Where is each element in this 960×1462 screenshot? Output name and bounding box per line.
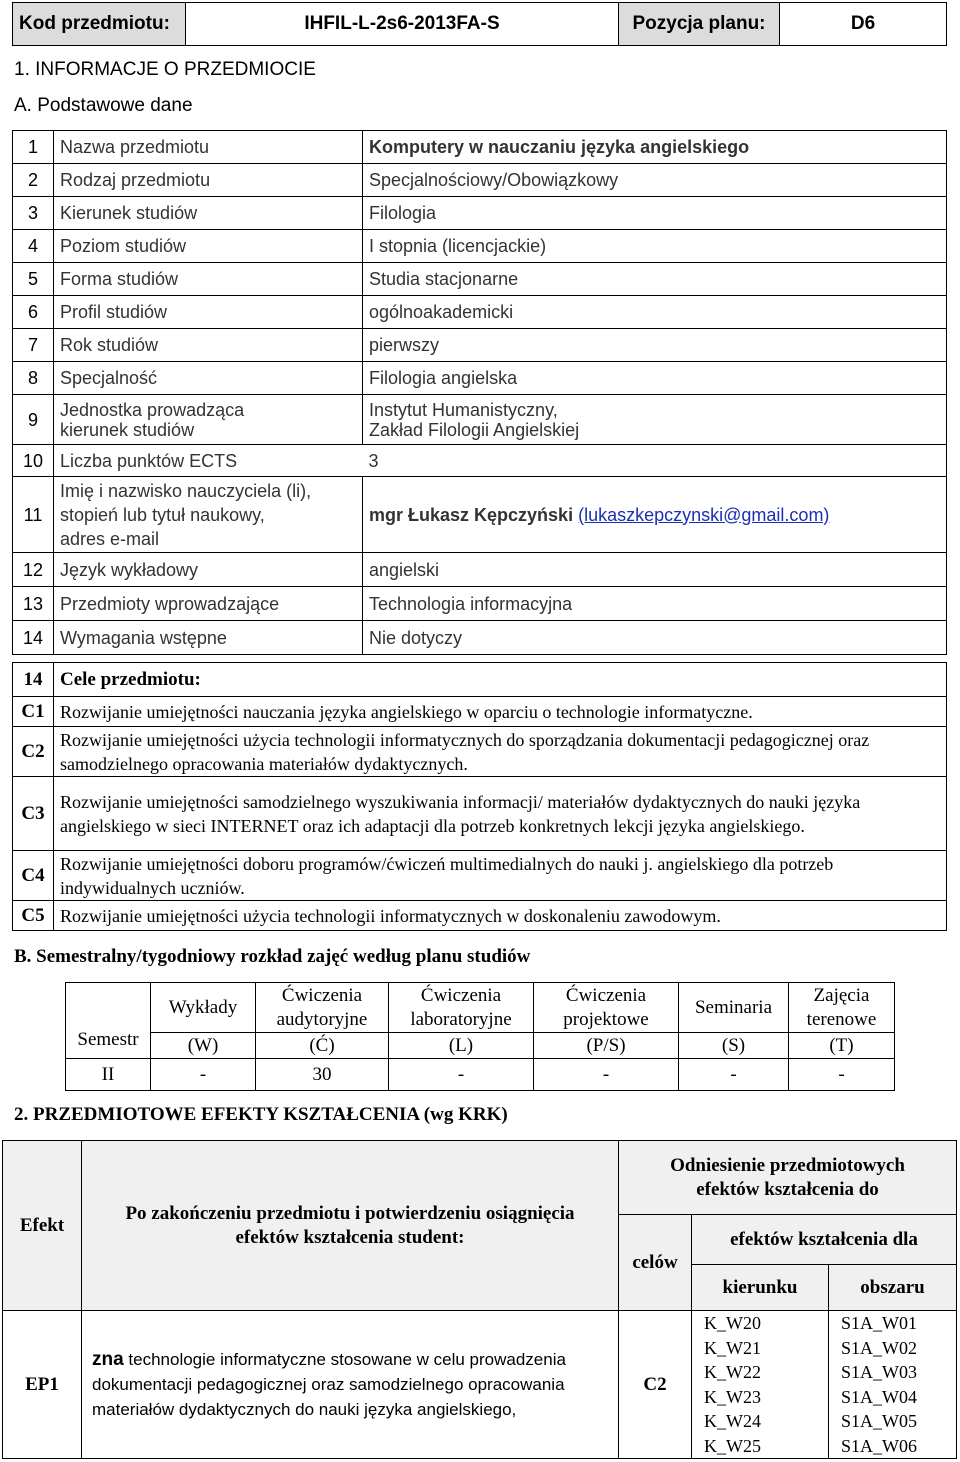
effect-description bbox=[82, 1311, 619, 1459]
reference-header: efektów kształcenia do bbox=[696, 1178, 879, 1200]
table-row bbox=[13, 587, 947, 621]
row-label: Wymagania wstępne bbox=[54, 621, 363, 655]
hours-cell: - bbox=[679, 1059, 789, 1091]
hours-cell: - bbox=[789, 1059, 895, 1091]
field-effect-code: K_W22 bbox=[704, 1362, 761, 1382]
column-code: (P/S) bbox=[534, 1033, 679, 1059]
semester-header: Semestr bbox=[66, 983, 151, 1059]
table-row bbox=[13, 164, 947, 197]
row-value: Specjalnościowy/Obowiązkowy bbox=[363, 164, 947, 197]
field-effect-code: K_W20 bbox=[704, 1313, 761, 1333]
row-value: Filologia bbox=[363, 197, 947, 230]
effect-code: EP1 bbox=[3, 1311, 82, 1459]
row-number: 1 bbox=[13, 131, 54, 164]
field-effect-code: K_W24 bbox=[704, 1411, 761, 1431]
column-code: (T) bbox=[789, 1033, 895, 1059]
row-label: Kierunek studiów bbox=[54, 197, 363, 230]
row-label: Przedmioty wprowadzające bbox=[54, 587, 363, 621]
table-row bbox=[13, 663, 947, 697]
table-row bbox=[66, 1059, 895, 1091]
course-name: Komputery w nauczaniu języka angielskiego bbox=[363, 131, 947, 164]
row-value: Studia stacjonarne bbox=[363, 263, 947, 296]
row-label: kierunek studiów bbox=[60, 419, 195, 440]
teacher-email-link[interactable]: (lukaszkepczynski@gmail.com) bbox=[578, 504, 830, 525]
area-effects-list bbox=[829, 1311, 957, 1459]
row-label: Forma studiów bbox=[54, 263, 363, 296]
row-value: Technologia informacyjna bbox=[363, 587, 947, 621]
row-value: Instytut Humanistyczny, bbox=[369, 399, 558, 420]
basic-data-table bbox=[12, 130, 947, 655]
goal-text: Rozwijanie umiejętności użycia technologii informatycznych w doskonaleniu zawodowym. bbox=[54, 901, 947, 931]
column-header: Wykłady bbox=[168, 996, 238, 1018]
field-header: kierunku bbox=[692, 1265, 829, 1311]
row-label: Rok studiów bbox=[54, 329, 363, 362]
column-header: terenowe bbox=[806, 1008, 877, 1030]
effect-row bbox=[3, 1311, 957, 1459]
row-number: 14 bbox=[13, 663, 54, 697]
table-row bbox=[13, 621, 947, 655]
section-1-title: 1. INFORMACJE O PRZEDMIOCIE bbox=[14, 59, 316, 80]
hours-cell: - bbox=[389, 1059, 534, 1091]
row-value: pierwszy bbox=[363, 329, 947, 362]
hours-cell: 30 bbox=[256, 1059, 389, 1091]
semester-schedule-table bbox=[65, 982, 895, 1091]
goal-text: Rozwijanie umiejętności samodzielnego wyszukiwania informacji/ materiałów dydaktycznych do nauki języka angielskiego w sieci INTERNET oraz ich adaptacji dla potrzeb konkretnych lekcji języka angielskiego. bbox=[54, 777, 947, 851]
area-effect-code: S1A_W04 bbox=[841, 1386, 917, 1407]
row-label: Jednostka prowadząca bbox=[60, 399, 245, 420]
row-number: 6 bbox=[13, 296, 54, 329]
column-header: Seminaria bbox=[694, 996, 773, 1018]
learning-effects-table bbox=[2, 1140, 957, 1459]
field-effect-code: K_W21 bbox=[704, 1337, 761, 1358]
area-header: obszaru bbox=[829, 1265, 957, 1311]
row-label: Profil studiów bbox=[54, 296, 363, 329]
goals-ref-header: celów bbox=[619, 1215, 692, 1311]
course-code-label: Kod przedmiotu: bbox=[13, 3, 186, 46]
row-number: 2 bbox=[13, 164, 54, 197]
table-row bbox=[13, 395, 947, 445]
column-code: (W) bbox=[151, 1033, 256, 1059]
column-header: audytoryjne bbox=[276, 1008, 368, 1030]
field-effects-list bbox=[692, 1311, 829, 1459]
description-header: efektów kształcenia student: bbox=[235, 1226, 465, 1248]
table-row bbox=[13, 445, 947, 477]
column-header: Ćwiczenia bbox=[281, 984, 363, 1006]
column-header: laboratoryjne bbox=[410, 1008, 512, 1030]
goal-reference: C2 bbox=[619, 1311, 692, 1459]
table-row bbox=[13, 230, 947, 263]
table-row bbox=[13, 329, 947, 362]
row-label: Liczba punktów ECTS bbox=[54, 445, 363, 477]
column-header: Ćwiczenia bbox=[420, 984, 502, 1006]
area-effect-code: S1A_W03 bbox=[841, 1362, 917, 1382]
goal-code: C3 bbox=[13, 777, 54, 851]
row-number: 5 bbox=[13, 263, 54, 296]
course-code-value: IHFIL-L-2s6-2013FA-S bbox=[186, 3, 619, 46]
column-code: (L) bbox=[389, 1033, 534, 1059]
effects-for-header: efektów kształcenia dla bbox=[692, 1215, 957, 1265]
row-label: Rodzaj przedmiotu bbox=[54, 164, 363, 197]
course-goals-table bbox=[12, 662, 947, 931]
goal-text: Rozwijanie umiejętności użycia technologii informatycznych do sporządzania dokumentacji pedagogicznej oraz samodzielnego opracowania materiałów dydaktycznych. bbox=[54, 727, 947, 777]
section-2-title: 2. PRZEDMIOTOWE EFEKTY KSZTAŁCENIA (wg KRK) bbox=[14, 1104, 508, 1125]
table-row bbox=[66, 983, 895, 1033]
row-number: 9 bbox=[13, 395, 54, 445]
row-value: Nie dotyczy bbox=[363, 621, 947, 655]
column-code: (Ć) bbox=[256, 1033, 389, 1059]
area-effect-code: S1A_W02 bbox=[841, 1337, 917, 1358]
column-header: projektowe bbox=[563, 1008, 649, 1030]
goal-text: Rozwijanie umiejętności doboru programów/ćwiczeń multimedialnych do nauki j. angielskiego dla potrzeb indywidualnych uczniów. bbox=[54, 851, 947, 901]
row-value: I stopnia (licencjackie) bbox=[363, 230, 947, 263]
section-a-title: A. Podstawowe dane bbox=[14, 95, 193, 116]
table-row bbox=[3, 1141, 957, 1215]
area-effect-code: S1A_W01 bbox=[841, 1313, 917, 1333]
goal-text: Rozwijanie umiejętności nauczania języka angielskiego w oparciu o technologie informatyczne. bbox=[54, 697, 947, 727]
section-b-title: B. Semestralny/tygodniowy rozkład zajęć według planu studiów bbox=[14, 946, 531, 967]
row-number: 14 bbox=[13, 621, 54, 655]
row-number: 13 bbox=[13, 587, 54, 621]
row-label: adres e-mail bbox=[60, 528, 160, 549]
goal-row bbox=[13, 777, 947, 851]
goal-row bbox=[13, 901, 947, 931]
table-row bbox=[13, 553, 947, 587]
row-number: 11 bbox=[13, 477, 54, 553]
semester-value: II bbox=[66, 1059, 151, 1091]
column-header: Ćwiczenia bbox=[565, 984, 647, 1006]
row-label: stopień lub tytuł naukowy, bbox=[60, 504, 265, 525]
goal-row bbox=[13, 727, 947, 777]
goal-row bbox=[13, 851, 947, 901]
row-label: Poziom studiów bbox=[54, 230, 363, 263]
row-value: Filologia angielska bbox=[363, 362, 947, 395]
row-number: 12 bbox=[13, 553, 54, 587]
goal-code: C5 bbox=[13, 901, 54, 931]
column-header: Zajęcia bbox=[813, 984, 870, 1006]
row-number: 3 bbox=[13, 197, 54, 230]
row-label: Specjalność bbox=[54, 362, 363, 395]
table-row bbox=[13, 263, 947, 296]
field-effect-code: K_W23 bbox=[704, 1386, 761, 1407]
row-value: Zakład Filologii Angielskiej bbox=[369, 419, 580, 440]
teacher-name: mgr Łukasz Kępczyński bbox=[369, 504, 574, 525]
row-number: 4 bbox=[13, 230, 54, 263]
effect-text: technologie informatyczne stosowane w celu prowadzenia dokumentacji pedagogicznej oraz samodzielnego opracowania materiałów dydaktycznych do nauki języka angielskiego, bbox=[92, 1350, 566, 1419]
hours-cell: - bbox=[151, 1059, 256, 1091]
plan-position-value: D6 bbox=[780, 3, 947, 46]
row-label: Język wykładowy bbox=[54, 553, 363, 587]
field-effect-code: K_W25 bbox=[704, 1435, 761, 1456]
goals-title: Cele przedmiotu: bbox=[54, 663, 947, 697]
reference-header: Odniesienie przedmiotowych bbox=[670, 1154, 905, 1176]
row-label: Imię i nazwisko nauczyciela (li), bbox=[60, 480, 312, 501]
plan-position-label: Pozycja planu: bbox=[619, 3, 780, 46]
row-number: 8 bbox=[13, 362, 54, 395]
table-row bbox=[66, 1033, 895, 1059]
effect-verb: zna bbox=[92, 1349, 124, 1370]
column-code: (S) bbox=[679, 1033, 789, 1059]
hours-cell: - bbox=[534, 1059, 679, 1091]
row-value: ogólnoakademicki bbox=[363, 296, 947, 329]
effect-header: Efekt bbox=[3, 1141, 82, 1311]
area-effect-code: S1A_W06 bbox=[841, 1435, 917, 1456]
row-value: angielski bbox=[363, 553, 947, 587]
table-row bbox=[13, 296, 947, 329]
goal-row bbox=[13, 697, 947, 727]
area-effect-code: S1A_W05 bbox=[841, 1411, 917, 1431]
description-header: Po zakończeniu przedmiotu i potwierdzeniu osiągnięcia bbox=[125, 1202, 575, 1224]
goal-code: C2 bbox=[13, 727, 54, 777]
table-row bbox=[13, 477, 947, 553]
goal-code: C1 bbox=[13, 697, 54, 727]
goal-code: C4 bbox=[13, 851, 54, 901]
table-row bbox=[13, 197, 947, 230]
ects-value: 3 bbox=[363, 445, 947, 477]
row-label: Nazwa przedmiotu bbox=[54, 131, 363, 164]
row-number: 7 bbox=[13, 329, 54, 362]
course-header bbox=[12, 2, 947, 46]
table-row bbox=[13, 362, 947, 395]
table-row bbox=[13, 131, 947, 164]
row-number: 10 bbox=[13, 445, 54, 477]
